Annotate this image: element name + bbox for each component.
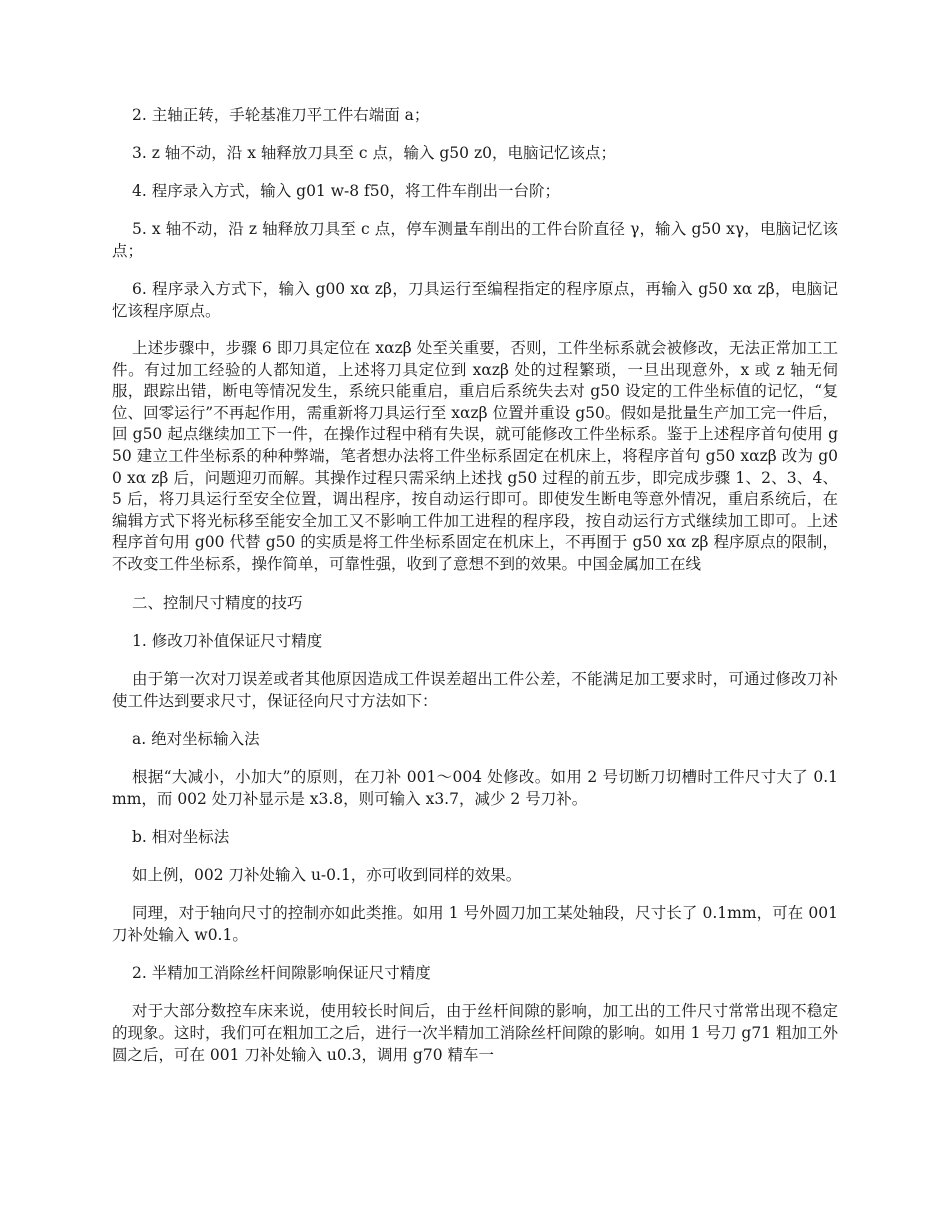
method-a-heading: a. 绝对坐标输入法 <box>132 729 260 748</box>
step-2-paragraph: 2. 主轴正转，手轮基准刀平工件右端面 a； <box>132 106 430 124</box>
axial-paragraph: 同理，对于轴向尺寸的控制亦如此类推。如用 1 号外圆刀加工某处轴段，尺寸长了 0.1mm，可在 001 刀补处输入 w0.1。 <box>112 903 838 944</box>
subheading-1: 1. 修改刀补值保证尺寸精度 <box>132 631 323 650</box>
section-heading-2: 二、控制尺寸精度的技巧 <box>132 593 303 612</box>
semi-finish-paragraph: 对于大部分数控车床来说，使用较长时间后，由于丝杆间隙的影响，加工出的工件尺寸常常出现不稳定的现象。这时，我们可在粗加工之后，进行一次半精加工消除丝杆间隙的影响。如用 1 号刀 g71 粗加工外圆之后，可在 001 刀补处输入 u0.3，调用 g70 精车一 <box>112 1001 838 1064</box>
step-3-paragraph: 3. z 轴不动，沿 x 轴释放刀具至 c 点，输入 g50 z0，电脑记忆该点； <box>132 144 616 162</box>
method-b-paragraph: 如上例，002 刀补处输入 u-0.1，亦可收到同样的效果。 <box>132 865 522 884</box>
step-5-paragraph: 5. x 轴不动，沿 z 轴释放刀具至 c 点，停车测量车削出的工件台阶直径 γ，输入 g50 xγ，电脑记忆该点； <box>112 220 838 260</box>
document-body <box>112 104 838 1082</box>
intro-paragraph: 由于第一次对刀误差或者其他原因造成工件误差超出工件公差，不能满足加工要求时，可通过修改刀补使工件达到要求尺寸，保证径向尺寸方法如下： <box>112 669 838 710</box>
step-4-paragraph: 4. 程序录入方式，输入 g01 w-8 f50，将工件车削出一台阶； <box>132 182 560 200</box>
analysis-paragraph: 上述步骤中，步骤 6 即刀具定位在 xαzβ 处至关重要，否则，工件坐标系就会被修改，无法正常加工工件。有过加工经验的人都知道，上述将刀具定位到 xαzβ 处的过程繁琐，一旦出现意外，x 或 z 轴无伺服，跟踪出错，断电等情况发生，系统只能重启，重启后系统失去对 g50 设定的工件坐标值的记忆，“复位、回零运行”不再起作用，需重新将刀具运行至 xαzβ 位置并重设 g50。假如是批量生产加工完一件后，回 g50 起点继续加工下一件，在操作过程中稍有失误，就可能修改工件坐标系。鉴于上述程序首句使用 g50 建立工件坐标系的种种弊端，笔者想办法将工件坐标系固定在机床上，将程序首句 g50 xαzβ 改为 g00 xα zβ 后，问题迎刃而解。其操作过程只需采纳上述找 g50 过程的前五步，即完成步骤 1、2、3、4、5 后，将刀具运行至安全位置，调出程序，按自动运行即可。即使发生断电等意外情况，重启系统后，在编辑方式下将光标移至能安全加工又不影响工件加工进程的程序段，按自动运行方式继续加工即可。上述程序首句用 g00 代替 g50 的实质是将工件坐标系固定在机床上，不再囿于 g50 xα zβ 程序原点的限制，不改变工件坐标系，操作简单，可靠性强，收到了意想不到的效果。中国金属加工在线 <box>112 339 838 573</box>
step-6-paragraph: 6. 程序录入方式下，输入 g00 xα zβ，刀具运行至编程指定的程序原点，再输入 g50 xα zβ，电脑记忆该程序原点。 <box>112 280 838 320</box>
method-b-heading: b. 相对坐标法 <box>132 827 230 846</box>
method-a-paragraph: 根据“大减小，小加大”的原则，在刀补 001～004 处修改。如用 2 号切断刀切槽时工件尺寸大了 0.1mm，而 002 处刀补显示是 x3.8，则可输入 x3.7，减少 2 号刀补。 <box>112 767 838 808</box>
subheading-2: 2. 半精加工消除丝杆间隙影响保证尺寸精度 <box>132 963 431 982</box>
